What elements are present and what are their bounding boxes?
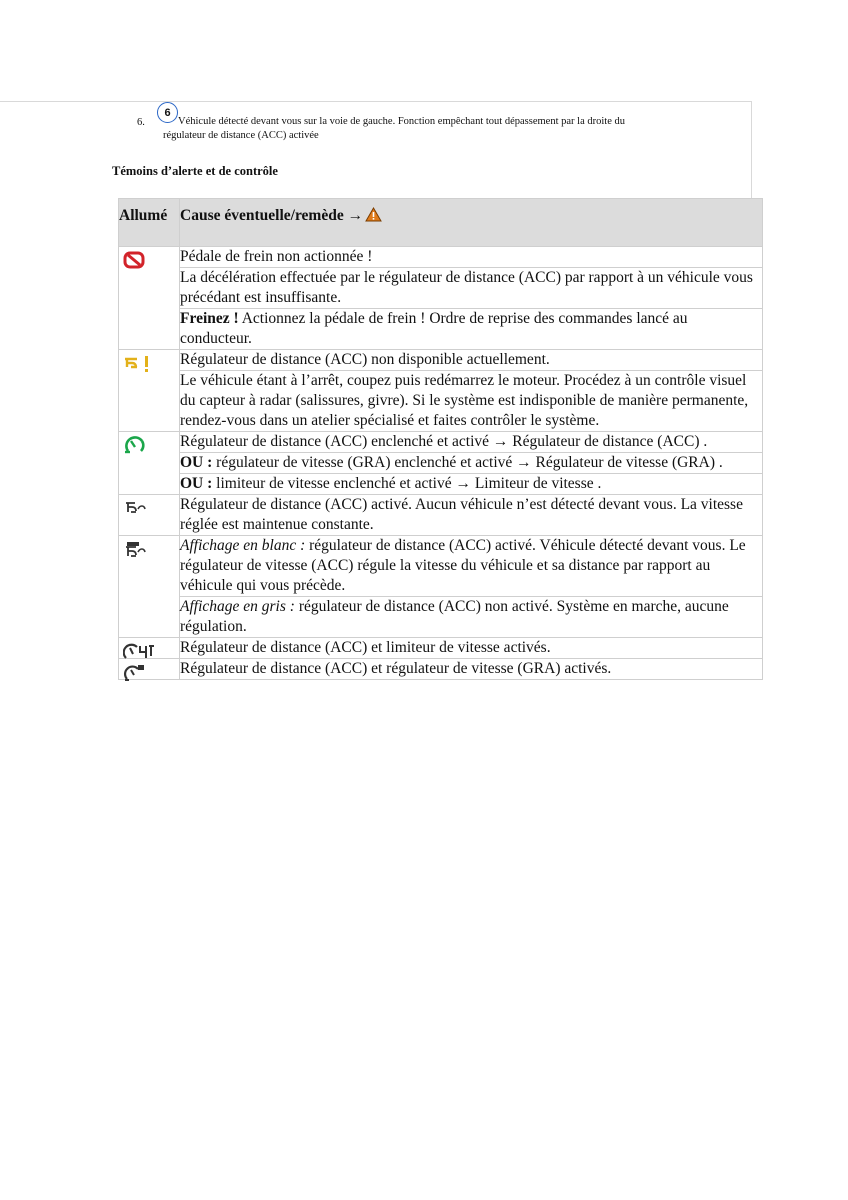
row-bold-label: OU : [180,475,213,492]
row-text: régulateur de vitesse (GRA) enclenché et activé → Régulateur de vitesse (GRA) . [212,454,723,471]
icon-cell-acc-warning [119,350,180,432]
row-italic-label: Affichage en blanc : [180,537,306,554]
warning-triangle-icon [365,207,382,222]
row-text: régulateur de distance (ACC) activé. Véhicule détecté devant vous. Le régulateur de vitesse (ACC) régule la vitesse du véhicule et sa distance par rapport au véhicule qui vous précède. [180,537,746,594]
table-row [119,371,763,432]
icon-cell-brake [119,247,180,350]
icon-cell-cruise-green [119,432,180,495]
table-row [119,659,763,680]
table-row [119,536,763,597]
acc-warning-yellow-icon [123,354,153,374]
row-text: limiteur de vitesse enclenché et activé → Limiteur de vitesse . [212,475,602,492]
acc-active-no-vehicle-icon [123,499,147,517]
table-row [119,350,763,371]
warning-lights-table [118,198,763,680]
row-bold-label: OU : [180,454,213,471]
row-text-composite [180,597,763,638]
row-text-composite [180,474,763,495]
row-text: Régulateur de distance (ACC) non disponible actuellement. [180,350,763,371]
icon-cell-acc-cruise [119,659,180,680]
frame-top-rule [0,101,752,102]
table-row [119,597,763,638]
cruise-control-green-icon [123,436,147,456]
row-text: Le véhicule étant à l’arrêt, coupez puis redémarrez le moteur. Procédez à un contrôle visuel du capteur à radar (salissures, givre). Si le système est indisponible de manière permanente, rendez-vous dans un atelier spécialisé et faites contrôler le système. [180,371,763,432]
table-header-row [119,199,763,247]
brake-pedal-red-icon [123,251,145,269]
row-text-composite [180,453,763,474]
frame-right-rule [751,101,752,198]
row-text: régulateur de distance (ACC) non activé. Système en marche, aucune régulation. [180,598,729,635]
table-row [119,432,763,453]
row-text: Pédale de frein non actionnée ! [180,247,763,268]
row-italic-label: Affichage en gris : [180,598,295,615]
list-item-6 [137,106,717,143]
row-text-composite [180,309,763,350]
header-allume: Allumé [119,199,180,247]
row-text: Régulateur de distance (ACC) et régulateur de vitesse (GRA) activés. [180,659,763,680]
list-text-line1: Véhicule détecté devant vous sur la voie de gauche. Fonction empêchant tout dépassement par la droite du [178,116,625,127]
icon-cell-acc-limiter [119,638,180,659]
table-row [119,474,763,495]
row-text: Actionnez la pédale de frein ! Ordre de reprise des commandes lancé au conducteur. [180,310,688,347]
callout-badge-icon: 6 [157,102,178,123]
table-row [119,247,763,268]
table-row [119,638,763,659]
row-text: Régulateur de distance (ACC) et limiteur de vitesse activés. [180,638,763,659]
section-heading: Témoins d’alerte et de contrôle [112,164,278,178]
row-bold-label: Freinez ! [180,310,239,327]
row-text: La décélération effectuée par le régulateur de distance (ACC) par rapport à un véhicule vous précédant est insuffisante. [180,268,763,309]
row-text: Régulateur de distance (ACC) activé. Aucun véhicule n’est détecté devant vous. La vitesse réglée est maintenue constante. [180,495,763,536]
header-cause [180,199,763,247]
row-text-composite [180,536,763,597]
table-row [119,309,763,350]
list-number: 6. [137,117,145,128]
icon-cell-acc-no-vehicle [119,495,180,536]
table-row [119,495,763,536]
row-text: Régulateur de distance (ACC) enclenché et activé → Régulateur de distance (ACC) . [180,432,763,453]
header-cause-label: Cause éventuelle/remède → [180,207,364,224]
table-row [119,453,763,474]
table-row [119,268,763,309]
acc-vehicle-detected-icon [123,540,147,560]
icon-cell-acc-vehicle [119,536,180,638]
acc-cruise-control-icon [123,663,147,683]
list-text-line2: régulateur de distance (ACC) activée [163,130,319,141]
